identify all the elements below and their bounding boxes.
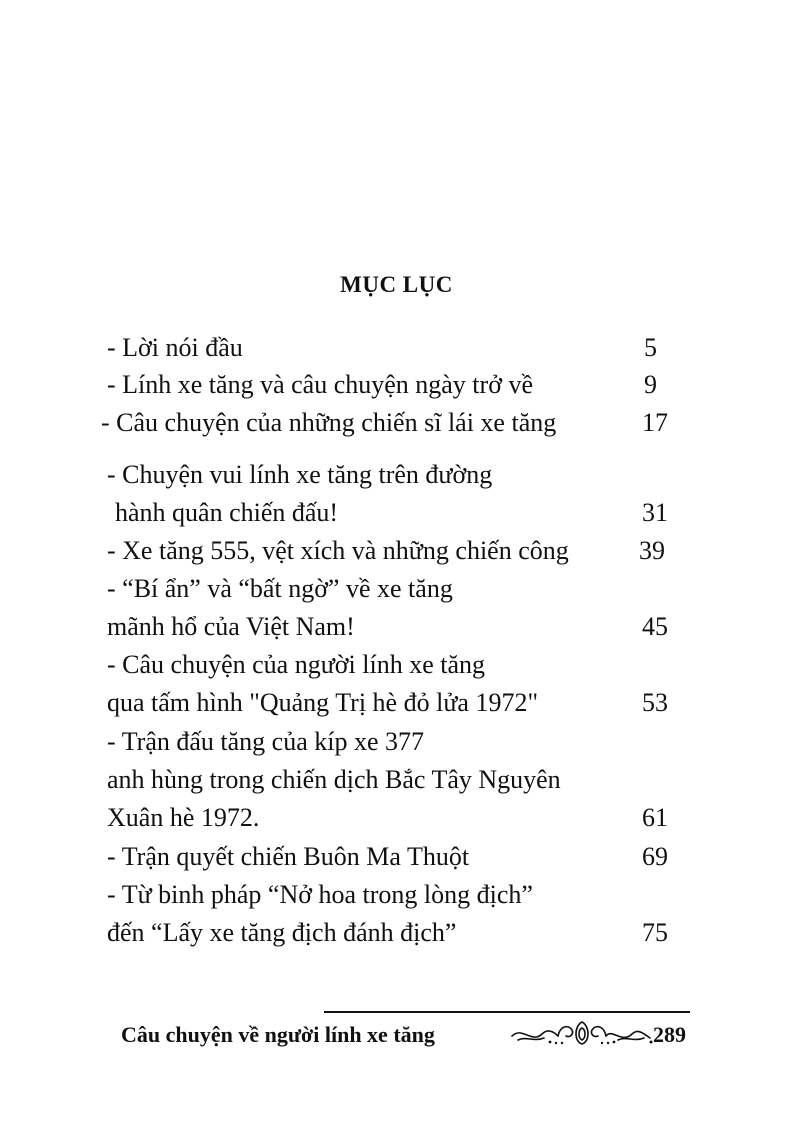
toc-entry-title-continued: anh hùng trong chiến dịch Bắc Tây Nguyên <box>107 765 561 794</box>
toc-page-number: 31 <box>642 498 668 527</box>
footer-divider <box>324 1011 690 1013</box>
toc-entry-title: - Trận quyết chiến Buôn Ma Thuột <box>107 842 470 871</box>
toc-page-number: 39 <box>639 536 665 565</box>
toc-entry-title-continued: mãnh hổ của Việt Nam! <box>107 612 355 641</box>
toc-entry-title-continued: hành quân chiến đấu! <box>115 498 339 527</box>
toc-page-number: 53 <box>642 688 668 717</box>
toc-page-number: 69 <box>642 842 668 871</box>
toc-entry-title-continued: Xuân hè 1972. <box>107 803 260 832</box>
page-title: MỤC LỤC <box>340 272 453 297</box>
toc-page-number: 61 <box>642 803 668 832</box>
toc-entry-title-continued: qua tấm hình "Quảng Trị hè đỏ lửa 1972" <box>107 688 539 717</box>
toc-page-number: 75 <box>642 918 668 947</box>
toc-page-number: 5 <box>644 333 657 362</box>
toc-entry-title: - Từ binh pháp “Nở hoa trong lòng địch” <box>107 880 533 909</box>
decorative-flourish-icon <box>510 1016 654 1048</box>
toc-page-number: 45 <box>642 612 668 641</box>
toc-entry-title: - “Bí ẩn” và “bất ngờ” về xe tăng <box>107 574 453 603</box>
page-number: 289 <box>653 1022 686 1047</box>
running-footer-title: Câu chuyện về người lính xe tăng <box>121 1022 435 1047</box>
toc-entry-title: - Trận đấu tăng của kíp xe 377 <box>107 727 425 756</box>
toc-entry-title: - Câu chuyện của những chiến sĩ lái xe tăng <box>101 408 557 437</box>
toc-entry-title: - Chuyện vui lính xe tăng trên đường <box>107 460 493 489</box>
toc-entry-title: - Lính xe tăng và câu chuyện ngày trở về <box>107 370 533 399</box>
toc-page-number: 9 <box>644 370 657 399</box>
toc-entry-title: - Xe tăng 555, vệt xích và những chiến công <box>107 536 569 565</box>
toc-page-number: 17 <box>642 408 668 437</box>
toc-entry-title: - Lời nói đầu <box>107 333 243 362</box>
toc-entry-title-continued: đến “Lấy xe tăng địch đánh địch” <box>107 918 457 947</box>
toc-entry-title: - Câu chuyện của người lính xe tăng <box>107 650 486 679</box>
